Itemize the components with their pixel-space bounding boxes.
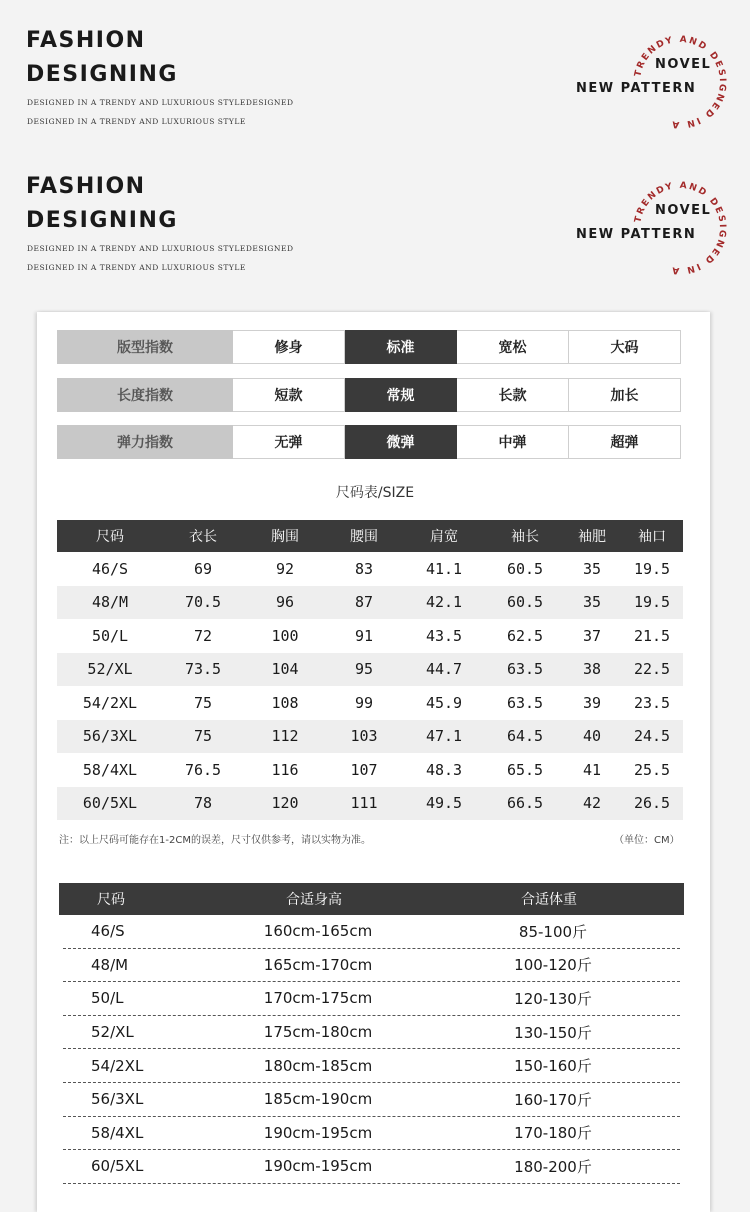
header-cuff: 袖口	[638, 529, 666, 545]
cell-size: 58/4XL	[82, 760, 138, 779]
fit-option-loose: 宽松	[457, 330, 569, 364]
header-size: 尺码	[97, 892, 125, 908]
cell-length: 75	[193, 693, 213, 712]
cell-shoulder: 49.5	[425, 794, 463, 813]
cell-shoulder: 45.9	[425, 693, 463, 712]
header-chest: 胸围	[271, 529, 299, 545]
length-option-extra-long: 加长	[569, 378, 681, 412]
header-size: 尺码	[96, 529, 124, 545]
table-row	[57, 586, 683, 620]
cell-weight: 130-150斤	[514, 1023, 592, 1042]
cell-length: 70.5	[184, 593, 222, 612]
length-option-regular: 常规	[345, 378, 457, 412]
cell-size: 52/XL	[87, 660, 133, 679]
cell-height: 190cm-195cm	[263, 1123, 373, 1142]
cell-height: 185cm-190cm	[263, 1090, 373, 1109]
cell-sleeve-length: 64.5	[506, 727, 544, 746]
header-banner-1	[0, 0, 750, 146]
cell-length: 69	[193, 559, 213, 578]
cell-shoulder: 42.1	[425, 593, 463, 612]
cell-waist: 107	[350, 760, 378, 779]
table-row	[57, 653, 683, 687]
table-row	[63, 1150, 680, 1184]
header-sleeve-length: 袖长	[511, 529, 539, 545]
cell-size: 50/L	[91, 989, 124, 1008]
cell-height: 160cm-165cm	[263, 922, 373, 941]
table-row	[63, 1016, 680, 1050]
cell-cuff: 21.5	[633, 626, 671, 645]
cell-cuff: 19.5	[633, 559, 671, 578]
stamp-novel-text: NOVEL	[655, 57, 712, 72]
stretch-index-row	[57, 425, 683, 459]
cell-weight: 150-160斤	[514, 1057, 592, 1076]
size-table-header	[57, 520, 683, 552]
cell-waist: 99	[354, 693, 374, 712]
cell-weight: 170-180斤	[514, 1124, 592, 1143]
cell-size: 56/3XL	[82, 727, 138, 746]
cell-sleeve-length: 60.5	[506, 593, 544, 612]
fit-option-plus: 大码	[569, 330, 681, 364]
size-table-body	[57, 552, 683, 820]
cell-shoulder: 41.1	[425, 559, 463, 578]
stretch-index-label: 弹力指数	[57, 425, 233, 459]
cell-shoulder: 43.5	[425, 626, 463, 645]
brand-tagline-2: DESIGNED IN A TRENDY AND LUXURIOUS STYLE	[27, 117, 246, 126]
stretch-option-super: 超弹	[569, 425, 681, 459]
cell-waist: 91	[354, 626, 374, 645]
brand-tagline-1: DESIGNED IN A TRENDY AND LUXURIOUS STYLEDESIGNED	[27, 98, 294, 107]
cell-sleeve-length: 62.5	[506, 626, 544, 645]
cell-sleeve-width: 39	[582, 693, 602, 712]
fit-index-label: 版型指数	[57, 330, 233, 364]
length-index-label: 长度指数	[57, 378, 233, 412]
size-unit: （单位：CM）	[614, 835, 680, 846]
cell-height: 190cm-195cm	[263, 1157, 373, 1176]
stamp-novel-text: NOVEL	[655, 203, 712, 218]
cell-size: 46/S	[91, 922, 125, 941]
header-height: 合适身高	[286, 892, 342, 908]
cell-sleeve-width: 38	[582, 660, 602, 679]
cell-shoulder: 44.7	[425, 660, 463, 679]
table-row	[57, 619, 683, 653]
cell-length: 76.5	[184, 760, 222, 779]
cell-weight: 100-120斤	[514, 956, 592, 975]
cell-weight: 160-170斤	[514, 1090, 592, 1109]
cell-sleeve-length: 65.5	[506, 760, 544, 779]
cell-sleeve-length: 60.5	[506, 559, 544, 578]
table-row	[57, 787, 683, 821]
header-waist: 腰围	[350, 529, 378, 545]
brand-title-line2: DESIGNING	[26, 62, 178, 87]
cell-waist: 103	[350, 727, 378, 746]
cell-waist: 87	[354, 593, 374, 612]
cell-weight: 85-100斤	[518, 922, 588, 941]
cell-height: 170cm-175cm	[263, 989, 373, 1008]
length-index-row	[57, 378, 683, 412]
length-option-long: 长款	[457, 378, 569, 412]
cell-cuff: 26.5	[633, 794, 671, 813]
cell-length: 72	[193, 626, 213, 645]
fit-table-body	[59, 915, 684, 1184]
cell-shoulder: 48.3	[425, 760, 463, 779]
cell-size: 60/5XL	[82, 794, 138, 813]
cell-chest: 116	[271, 760, 299, 779]
cell-chest: 120	[271, 794, 299, 813]
cell-weight: 120-130斤	[514, 989, 592, 1008]
cell-size: 54/2XL	[91, 1056, 144, 1075]
size-note: 注：以上尺码可能存在1-2CM的误差，尺寸仅供参考，请以实物为准。	[59, 835, 371, 846]
cell-cuff: 22.5	[633, 660, 671, 679]
table-row	[63, 1083, 680, 1117]
cell-sleeve-width: 40	[582, 727, 602, 746]
cell-chest: 112	[271, 727, 299, 746]
length-option-short: 短款	[233, 378, 345, 412]
cell-waist: 83	[354, 559, 374, 578]
stretch-option-medium: 中弹	[457, 425, 569, 459]
cell-chest: 92	[275, 559, 295, 578]
table-row	[63, 949, 680, 983]
cell-cuff: 19.5	[633, 593, 671, 612]
cell-shoulder: 47.1	[425, 727, 463, 746]
cell-size: 46/S	[91, 559, 129, 578]
brand-title-line1: FASHION	[26, 174, 146, 199]
cell-size: 56/3XL	[91, 1090, 144, 1109]
cell-sleeve-width: 35	[582, 559, 602, 578]
stamp-ring-text: TRENDY AND DESIGNED IN A	[633, 180, 728, 276]
header-sleeve-width: 袖肥	[578, 529, 606, 545]
brand-tagline-1: DESIGNED IN A TRENDY AND LUXURIOUS STYLEDESIGNED	[27, 244, 294, 253]
cell-sleeve-length: 63.5	[506, 660, 544, 679]
cell-sleeve-length: 66.5	[506, 794, 544, 813]
cell-chest: 108	[271, 693, 299, 712]
table-row	[63, 982, 680, 1016]
cell-size: 48/M	[91, 593, 129, 612]
cell-chest: 104	[271, 660, 299, 679]
size-table	[57, 520, 683, 820]
cell-sleeve-width: 37	[582, 626, 602, 645]
cell-weight: 180-200斤	[514, 1157, 592, 1176]
cell-sleeve-width: 35	[582, 593, 602, 612]
novel-stamp-logo	[568, 22, 738, 132]
stretch-option-slight: 微弹	[345, 425, 457, 459]
cell-sleeve-width: 41	[582, 760, 602, 779]
table-row	[63, 1049, 680, 1083]
stretch-option-none: 无弹	[233, 425, 345, 459]
cell-length: 75	[193, 727, 213, 746]
cell-size: 50/L	[91, 626, 129, 645]
stamp-new-pattern-text: NEW PATTERN	[576, 81, 697, 96]
header-length: 衣长	[189, 529, 217, 545]
cell-sleeve-length: 63.5	[506, 693, 544, 712]
fit-index-row	[57, 330, 683, 364]
cell-cuff: 24.5	[633, 727, 671, 746]
cell-height: 165cm-170cm	[263, 955, 373, 974]
cell-height: 175cm-180cm	[263, 1023, 373, 1042]
table-row	[63, 915, 680, 949]
table-row	[63, 1117, 680, 1151]
stamp-new-pattern-text: NEW PATTERN	[576, 227, 697, 242]
fit-table-header	[59, 883, 684, 915]
stamp-ring-text: TRENDY AND DESIGNED IN A	[633, 34, 728, 130]
table-row	[57, 753, 683, 787]
table-row	[57, 686, 683, 720]
cell-size: 48/M	[91, 955, 129, 974]
cell-length: 78	[193, 794, 213, 813]
cell-cuff: 25.5	[633, 760, 671, 779]
fit-recommendation-table	[59, 883, 684, 1184]
table-row	[57, 552, 683, 586]
size-table-caption: 尺码表/SIZE	[335, 485, 415, 501]
cell-size: 60/5XL	[91, 1157, 144, 1176]
cell-chest: 96	[275, 593, 295, 612]
cell-sleeve-width: 42	[582, 794, 602, 813]
header-weight: 合适体重	[521, 892, 577, 908]
header-banner-2	[0, 146, 750, 292]
brand-title-line1: FASHION	[26, 28, 146, 53]
brand-title-line2: DESIGNING	[26, 208, 178, 233]
cell-cuff: 23.5	[633, 693, 671, 712]
brand-tagline-2: DESIGNED IN A TRENDY AND LUXURIOUS STYLE	[27, 263, 246, 272]
novel-stamp-logo	[568, 168, 738, 278]
cell-waist: 95	[354, 660, 374, 679]
cell-chest: 100	[271, 626, 299, 645]
fit-option-standard: 标准	[345, 330, 457, 364]
cell-height: 180cm-185cm	[263, 1056, 373, 1075]
cell-length: 73.5	[184, 660, 222, 679]
cell-size: 54/2XL	[82, 693, 138, 712]
cell-size: 58/4XL	[91, 1123, 144, 1142]
header-shoulder: 肩宽	[430, 529, 458, 545]
fit-option-slim: 修身	[233, 330, 345, 364]
table-row	[57, 720, 683, 754]
cell-size: 52/XL	[91, 1023, 134, 1042]
cell-waist: 111	[350, 794, 378, 813]
